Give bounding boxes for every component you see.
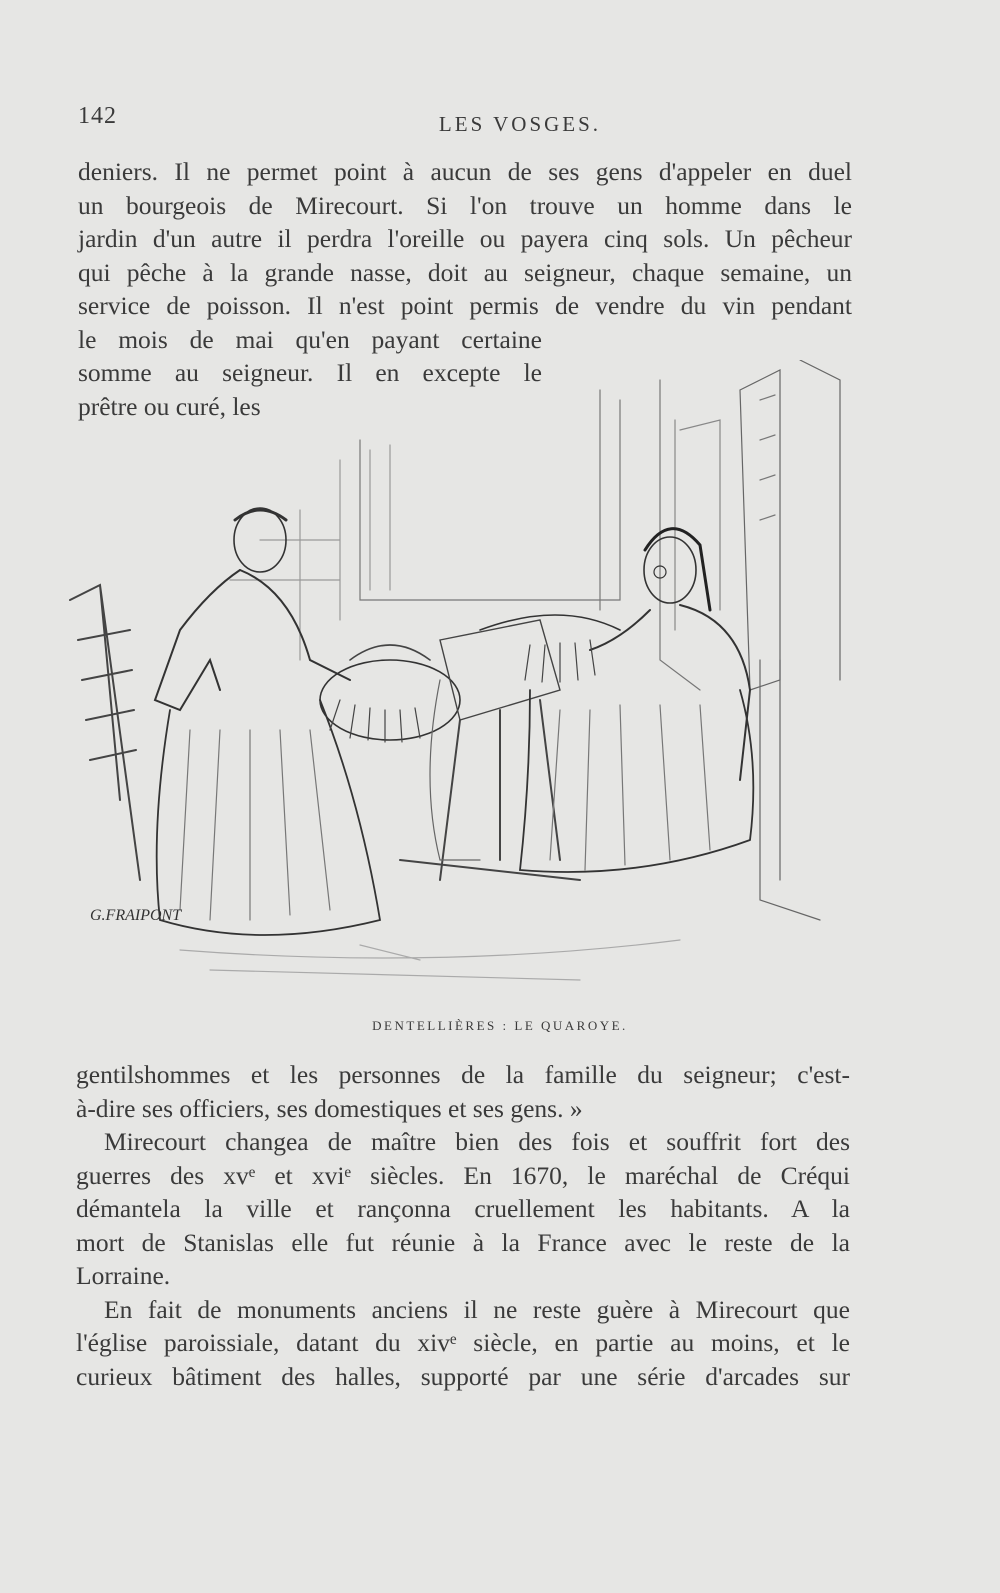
text-line: guerres des xvᵉ et xviᵉ siècles. En 1670, le maréchal de Créqui [76,1160,850,1190]
text-line: un bourgeois de Mirecourt. Si l'on trouve un homme dans le [78,190,852,220]
text-line: curieux bâtiment des halles, supporté par une série d'arcades sur [76,1361,850,1391]
engraving-lacemakers [60,360,850,992]
artist-signature: G.FRAIPONT [90,907,182,924]
text-line: démantela la ville et rançonna cruellement les habitants. A la [76,1194,850,1223]
running-title: LES VOSGES. [438,112,602,136]
text-line: qui pêche à la grande nasse, doit au seigneur, chaque semaine, un [78,257,852,287]
text-line: deniers. Il ne permet point à aucun de ses gens d'appeler en duel [78,157,852,186]
bottom-paragraphs [76,1058,850,1393]
text-line: mort de Stanislas elle fut réunie à la France avec le reste de la [76,1227,850,1257]
text-line: le mois de mai qu'en payant certaine [78,324,542,354]
text-line: somme au seigneur. Il en excepte le [78,358,542,387]
text-line: En fait de monuments anciens il ne reste guère à Mirecourt que [104,1294,850,1324]
text-line: jardin d'un autre il perdra l'oreille ou payera cinq sols. Un pêcheur [78,224,852,253]
text-line: service de poisson. Il n'est point permis de vendre du vin pendant [78,291,852,320]
text-line: Lorraine. [76,1261,171,1290]
lacemakers-illustration [60,360,850,992]
text-line: à-dire ses officiers, ses domestiques et ses gens. » [76,1093,583,1123]
text-line: Mirecourt changea de maître bien des fois et souffrit fort des [104,1127,850,1156]
figure-caption: DENTELLIÈRES : LE QUAROYE. [372,1018,628,1033]
text-line: prêtre ou curé, les [78,391,261,421]
page-number: 142 [78,103,117,129]
text-line: l'église paroissiale, datant du xivᵉ siècle, en partie au moins, et le [76,1328,850,1357]
text-line: gentilshommes et les personnes de la famille du seigneur; c'est- [76,1060,850,1089]
